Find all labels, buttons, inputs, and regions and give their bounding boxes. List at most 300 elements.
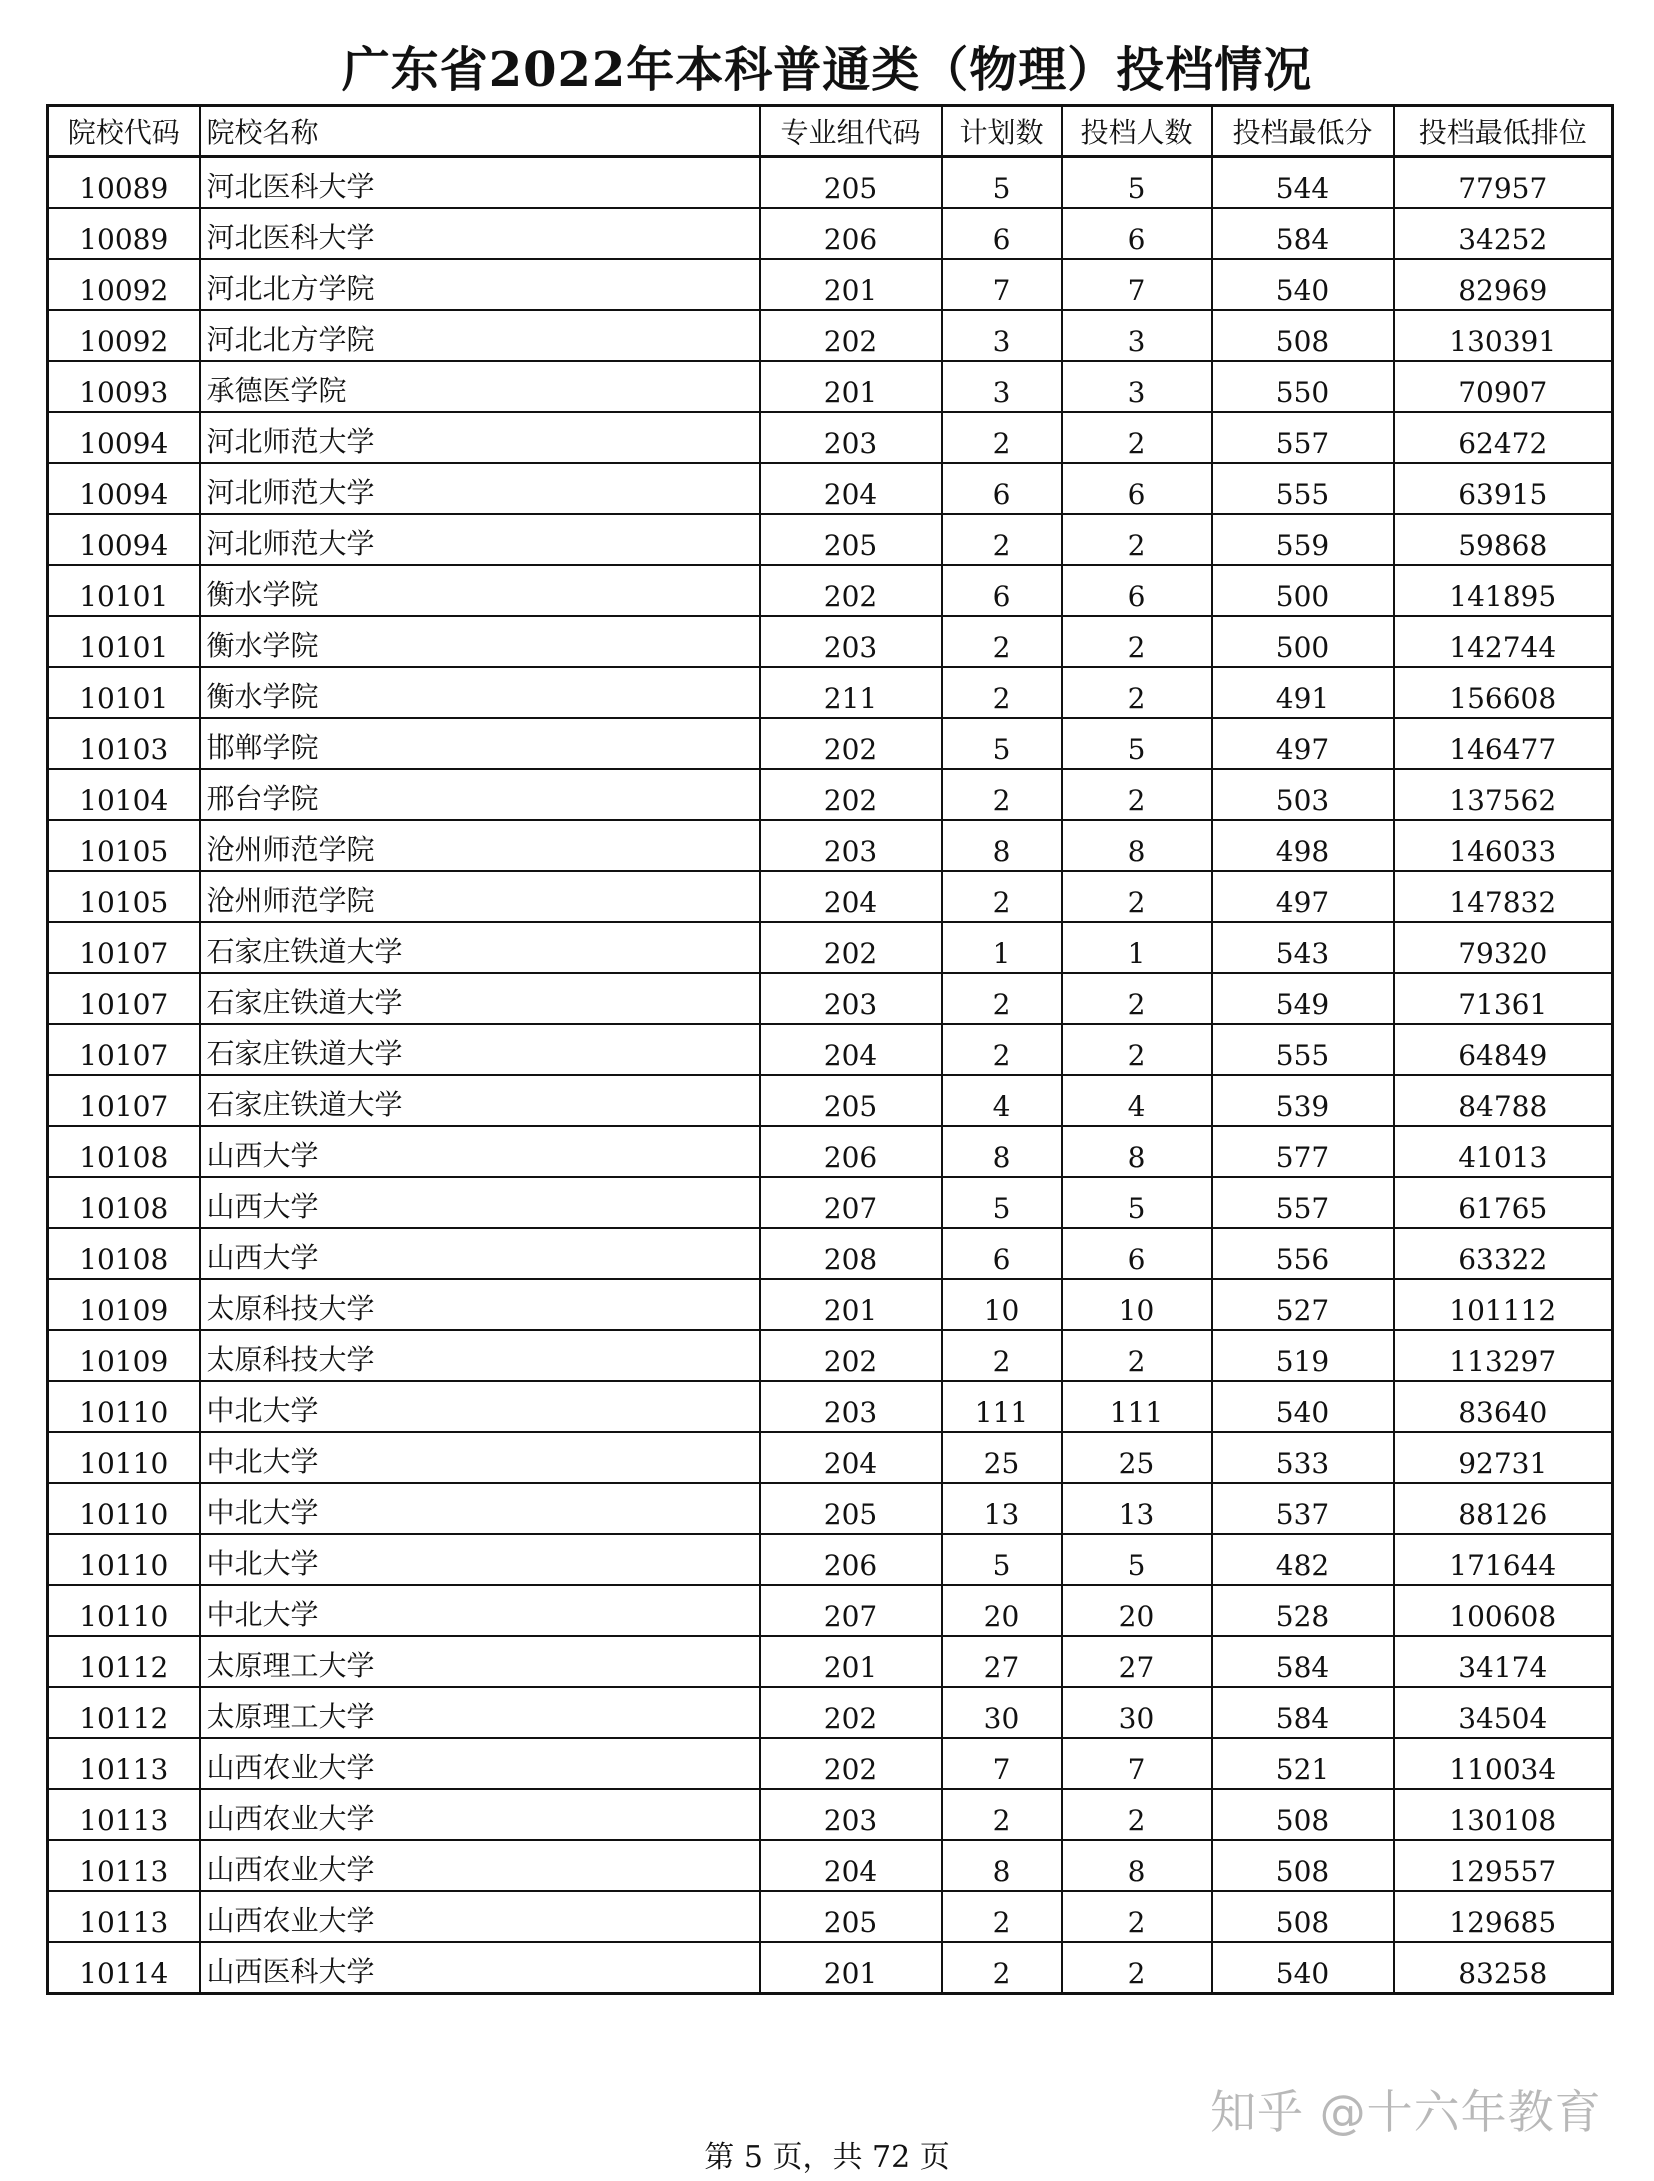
table-row <box>48 1636 1613 1687</box>
school-code-cell: 10103 <box>48 718 200 769</box>
admitted-count-cell: 2 <box>1062 1942 1212 1994</box>
group-code-cell: 205 <box>760 1891 942 1942</box>
min-score-cell: 544 <box>1212 157 1394 209</box>
min-rank-cell: 146477 <box>1394 718 1613 769</box>
watermark: 知乎 @十六年教育 <box>1210 2085 1602 2139</box>
school-code-cell: 10101 <box>48 616 200 667</box>
min-score-cell: 508 <box>1212 1789 1394 1840</box>
group-code-cell: 206 <box>760 1126 942 1177</box>
plan-count-cell: 3 <box>942 361 1062 412</box>
admitted-count-cell: 25 <box>1062 1432 1212 1483</box>
min-score-cell: 555 <box>1212 463 1394 514</box>
admission-table <box>46 104 1614 1995</box>
min-rank-cell: 70907 <box>1394 361 1613 412</box>
table-row <box>48 1942 1613 1994</box>
school-code-cell: 10112 <box>48 1636 200 1687</box>
min-rank-cell: 71361 <box>1394 973 1613 1024</box>
min-rank-cell: 61765 <box>1394 1177 1613 1228</box>
min-rank-cell: 92731 <box>1394 1432 1613 1483</box>
min-rank-cell: 83258 <box>1394 1942 1613 1994</box>
min-score-cell: 555 <box>1212 1024 1394 1075</box>
plan-count-cell: 6 <box>942 208 1062 259</box>
plan-count-cell: 3 <box>942 310 1062 361</box>
plan-count-cell: 6 <box>942 565 1062 616</box>
table-row <box>48 1432 1613 1483</box>
school-name-cell: 中北大学 <box>200 1381 760 1432</box>
school-name-cell: 中北大学 <box>200 1585 760 1636</box>
table-row <box>48 1891 1613 1942</box>
admitted-count-cell: 2 <box>1062 667 1212 718</box>
plan-count-cell: 1 <box>942 922 1062 973</box>
admitted-count-cell: 2 <box>1062 1891 1212 1942</box>
table-row <box>48 1279 1613 1330</box>
school-code-cell: 10094 <box>48 463 200 514</box>
min-rank-cell: 110034 <box>1394 1738 1613 1789</box>
header-min-rank: 投档最低排位 <box>1394 106 1613 157</box>
plan-count-cell: 2 <box>942 1891 1062 1942</box>
admitted-count-cell: 2 <box>1062 514 1212 565</box>
plan-count-cell: 7 <box>942 1738 1062 1789</box>
table-row <box>48 259 1613 310</box>
min-rank-cell: 88126 <box>1394 1483 1613 1534</box>
min-rank-cell: 142744 <box>1394 616 1613 667</box>
admitted-count-cell: 5 <box>1062 1177 1212 1228</box>
group-code-cell: 202 <box>760 769 942 820</box>
header-school-name: 院校名称 <box>200 106 760 157</box>
table-row <box>48 361 1613 412</box>
plan-count-cell: 6 <box>942 1228 1062 1279</box>
school-code-cell: 10094 <box>48 514 200 565</box>
table-row <box>48 1330 1613 1381</box>
min-score-cell: 584 <box>1212 208 1394 259</box>
plan-count-cell: 6 <box>942 463 1062 514</box>
group-code-cell: 201 <box>760 259 942 310</box>
table-row <box>48 1534 1613 1585</box>
admitted-count-cell: 8 <box>1062 1840 1212 1891</box>
admitted-count-cell: 2 <box>1062 1330 1212 1381</box>
school-name-cell: 石家庄铁道大学 <box>200 1024 760 1075</box>
plan-count-cell: 8 <box>942 820 1062 871</box>
min-rank-cell: 63322 <box>1394 1228 1613 1279</box>
min-score-cell: 497 <box>1212 718 1394 769</box>
school-name-cell: 衡水学院 <box>200 616 760 667</box>
table-row <box>48 565 1613 616</box>
min-score-cell: 528 <box>1212 1585 1394 1636</box>
school-code-cell: 10089 <box>48 157 200 209</box>
group-code-cell: 204 <box>760 1840 942 1891</box>
group-code-cell: 206 <box>760 208 942 259</box>
table-row <box>48 922 1613 973</box>
admitted-count-cell: 2 <box>1062 616 1212 667</box>
min-rank-cell: 100608 <box>1394 1585 1613 1636</box>
admitted-count-cell: 5 <box>1062 718 1212 769</box>
admitted-count-cell: 13 <box>1062 1483 1212 1534</box>
min-rank-cell: 130391 <box>1394 310 1613 361</box>
school-name-cell: 河北北方学院 <box>200 310 760 361</box>
plan-count-cell: 5 <box>942 157 1062 209</box>
group-code-cell: 211 <box>760 667 942 718</box>
min-score-cell: 497 <box>1212 871 1394 922</box>
school-name-cell: 中北大学 <box>200 1534 760 1585</box>
min-score-cell: 557 <box>1212 412 1394 463</box>
admitted-count-cell: 30 <box>1062 1687 1212 1738</box>
plan-count-cell: 2 <box>942 412 1062 463</box>
table-row <box>48 1687 1613 1738</box>
school-name-cell: 河北北方学院 <box>200 259 760 310</box>
school-code-cell: 10114 <box>48 1942 200 1994</box>
min-score-cell: 508 <box>1212 310 1394 361</box>
school-name-cell: 山西农业大学 <box>200 1840 760 1891</box>
group-code-cell: 205 <box>760 1483 942 1534</box>
table-row <box>48 1126 1613 1177</box>
page-title: 广东省2022年本科普通类（物理）投档情况 <box>341 42 1313 98</box>
school-code-cell: 10093 <box>48 361 200 412</box>
admitted-count-cell: 1 <box>1062 922 1212 973</box>
table-row <box>48 1789 1613 1840</box>
school-name-cell: 山西大学 <box>200 1177 760 1228</box>
school-code-cell: 10110 <box>48 1381 200 1432</box>
plan-count-cell: 2 <box>942 667 1062 718</box>
admitted-count-cell: 27 <box>1062 1636 1212 1687</box>
admitted-count-cell: 111 <box>1062 1381 1212 1432</box>
table-row <box>48 1228 1613 1279</box>
header-min-score: 投档最低分 <box>1212 106 1394 157</box>
school-name-cell: 河北医科大学 <box>200 157 760 209</box>
min-score-cell: 540 <box>1212 1942 1394 1994</box>
admitted-count-cell: 7 <box>1062 1738 1212 1789</box>
plan-count-cell: 20 <box>942 1585 1062 1636</box>
admitted-count-cell: 5 <box>1062 1534 1212 1585</box>
table-row <box>48 310 1613 361</box>
school-code-cell: 10110 <box>48 1534 200 1585</box>
plan-count-cell: 2 <box>942 1330 1062 1381</box>
admitted-count-cell: 2 <box>1062 973 1212 1024</box>
school-code-cell: 10092 <box>48 259 200 310</box>
group-code-cell: 201 <box>760 1942 942 1994</box>
min-score-cell: 482 <box>1212 1534 1394 1585</box>
school-code-cell: 10113 <box>48 1789 200 1840</box>
group-code-cell: 207 <box>760 1585 942 1636</box>
min-score-cell: 540 <box>1212 1381 1394 1432</box>
admitted-count-cell: 2 <box>1062 871 1212 922</box>
plan-count-cell: 30 <box>942 1687 1062 1738</box>
min-score-cell: 527 <box>1212 1279 1394 1330</box>
group-code-cell: 204 <box>760 871 942 922</box>
school-code-cell: 10105 <box>48 871 200 922</box>
school-code-cell: 10110 <box>48 1432 200 1483</box>
min-rank-cell: 59868 <box>1394 514 1613 565</box>
school-name-cell: 承德医学院 <box>200 361 760 412</box>
table-row <box>48 157 1613 209</box>
school-name-cell: 河北师范大学 <box>200 514 760 565</box>
plan-count-cell: 7 <box>942 259 1062 310</box>
table-row <box>48 1177 1613 1228</box>
table-row <box>48 463 1613 514</box>
school-code-cell: 10094 <box>48 412 200 463</box>
school-code-cell: 10104 <box>48 769 200 820</box>
admitted-count-cell: 6 <box>1062 463 1212 514</box>
min-score-cell: 508 <box>1212 1891 1394 1942</box>
school-name-cell: 太原科技大学 <box>200 1330 760 1381</box>
plan-count-cell: 111 <box>942 1381 1062 1432</box>
plan-count-cell: 2 <box>942 871 1062 922</box>
page-footer: 第 5 页，共 72 页 <box>704 2140 950 2175</box>
school-name-cell: 山西医科大学 <box>200 1942 760 1994</box>
min-rank-cell: 129685 <box>1394 1891 1613 1942</box>
min-score-cell: 557 <box>1212 1177 1394 1228</box>
school-code-cell: 10109 <box>48 1330 200 1381</box>
admitted-count-cell: 2 <box>1062 1789 1212 1840</box>
school-code-cell: 10113 <box>48 1738 200 1789</box>
school-name-cell: 中北大学 <box>200 1483 760 1534</box>
admitted-count-cell: 7 <box>1062 259 1212 310</box>
plan-count-cell: 8 <box>942 1840 1062 1891</box>
min-score-cell: 521 <box>1212 1738 1394 1789</box>
plan-count-cell: 2 <box>942 616 1062 667</box>
school-code-cell: 10113 <box>48 1891 200 1942</box>
school-code-cell: 10109 <box>48 1279 200 1330</box>
group-code-cell: 202 <box>760 1687 942 1738</box>
school-code-cell: 10112 <box>48 1687 200 1738</box>
school-name-cell: 石家庄铁道大学 <box>200 1075 760 1126</box>
school-name-cell: 山西大学 <box>200 1228 760 1279</box>
min-rank-cell: 82969 <box>1394 259 1613 310</box>
table-row <box>48 1024 1613 1075</box>
admitted-count-cell: 10 <box>1062 1279 1212 1330</box>
admitted-count-cell: 8 <box>1062 820 1212 871</box>
admitted-count-cell: 6 <box>1062 565 1212 616</box>
school-name-cell: 邯郸学院 <box>200 718 760 769</box>
school-code-cell: 10101 <box>48 667 200 718</box>
school-code-cell: 10101 <box>48 565 200 616</box>
table-row <box>48 514 1613 565</box>
school-code-cell: 10105 <box>48 820 200 871</box>
group-code-cell: 205 <box>760 1075 942 1126</box>
min-score-cell: 500 <box>1212 616 1394 667</box>
group-code-cell: 206 <box>760 1534 942 1585</box>
group-code-cell: 202 <box>760 310 942 361</box>
table-row <box>48 616 1613 667</box>
group-code-cell: 203 <box>760 820 942 871</box>
school-code-cell: 10107 <box>48 922 200 973</box>
school-code-cell: 10113 <box>48 1840 200 1891</box>
admitted-count-cell: 6 <box>1062 1228 1212 1279</box>
school-name-cell: 衡水学院 <box>200 667 760 718</box>
min-score-cell: 584 <box>1212 1687 1394 1738</box>
min-score-cell: 556 <box>1212 1228 1394 1279</box>
plan-count-cell: 2 <box>942 1789 1062 1840</box>
admitted-count-cell: 6 <box>1062 208 1212 259</box>
school-name-cell: 衡水学院 <box>200 565 760 616</box>
min-rank-cell: 137562 <box>1394 769 1613 820</box>
table-row <box>48 208 1613 259</box>
group-code-cell: 203 <box>760 616 942 667</box>
admitted-count-cell: 2 <box>1062 769 1212 820</box>
plan-count-cell: 13 <box>942 1483 1062 1534</box>
table-row <box>48 973 1613 1024</box>
school-name-cell: 山西农业大学 <box>200 1738 760 1789</box>
min-rank-cell: 101112 <box>1394 1279 1613 1330</box>
school-name-cell: 河北师范大学 <box>200 412 760 463</box>
group-code-cell: 204 <box>760 1432 942 1483</box>
admitted-count-cell: 3 <box>1062 361 1212 412</box>
plan-count-cell: 10 <box>942 1279 1062 1330</box>
group-code-cell: 203 <box>760 973 942 1024</box>
school-name-cell: 沧州师范学院 <box>200 820 760 871</box>
min-rank-cell: 41013 <box>1394 1126 1613 1177</box>
table-row <box>48 1381 1613 1432</box>
group-code-cell: 203 <box>760 1789 942 1840</box>
admitted-count-cell: 5 <box>1062 157 1212 209</box>
school-name-cell: 太原科技大学 <box>200 1279 760 1330</box>
group-code-cell: 204 <box>760 463 942 514</box>
table-body <box>48 157 1613 1994</box>
min-rank-cell: 77957 <box>1394 157 1613 209</box>
school-name-cell: 石家庄铁道大学 <box>200 973 760 1024</box>
table-row <box>48 718 1613 769</box>
school-name-cell: 山西农业大学 <box>200 1789 760 1840</box>
table-row <box>48 871 1613 922</box>
school-code-cell: 10108 <box>48 1177 200 1228</box>
group-code-cell: 202 <box>760 922 942 973</box>
school-name-cell: 山西大学 <box>200 1126 760 1177</box>
min-score-cell: 550 <box>1212 361 1394 412</box>
min-score-cell: 577 <box>1212 1126 1394 1177</box>
admitted-count-cell: 2 <box>1062 1024 1212 1075</box>
admitted-count-cell: 2 <box>1062 412 1212 463</box>
group-code-cell: 201 <box>760 1279 942 1330</box>
school-code-cell: 10089 <box>48 208 200 259</box>
min-rank-cell: 84788 <box>1394 1075 1613 1126</box>
plan-count-cell: 8 <box>942 1126 1062 1177</box>
min-score-cell: 533 <box>1212 1432 1394 1483</box>
plan-count-cell: 2 <box>942 769 1062 820</box>
min-rank-cell: 64849 <box>1394 1024 1613 1075</box>
plan-count-cell: 27 <box>942 1636 1062 1687</box>
min-rank-cell: 129557 <box>1394 1840 1613 1891</box>
school-code-cell: 10107 <box>48 973 200 1024</box>
table-row <box>48 1585 1613 1636</box>
group-code-cell: 202 <box>760 565 942 616</box>
min-score-cell: 508 <box>1212 1840 1394 1891</box>
group-code-cell: 204 <box>760 1024 942 1075</box>
school-name-cell: 邢台学院 <box>200 769 760 820</box>
min-rank-cell: 113297 <box>1394 1330 1613 1381</box>
header-plan-count: 计划数 <box>942 106 1062 157</box>
min-rank-cell: 34252 <box>1394 208 1613 259</box>
table-row <box>48 820 1613 871</box>
min-rank-cell: 130108 <box>1394 1789 1613 1840</box>
min-score-cell: 543 <box>1212 922 1394 973</box>
group-code-cell: 205 <box>760 157 942 209</box>
min-score-cell: 519 <box>1212 1330 1394 1381</box>
min-score-cell: 498 <box>1212 820 1394 871</box>
table-row <box>48 769 1613 820</box>
group-code-cell: 201 <box>760 361 942 412</box>
school-code-cell: 10092 <box>48 310 200 361</box>
plan-count-cell: 2 <box>942 973 1062 1024</box>
table-row <box>48 1075 1613 1126</box>
group-code-cell: 202 <box>760 718 942 769</box>
group-code-cell: 203 <box>760 412 942 463</box>
min-rank-cell: 79320 <box>1394 922 1613 973</box>
group-code-cell: 208 <box>760 1228 942 1279</box>
table-row <box>48 1483 1613 1534</box>
table-row <box>48 1738 1613 1789</box>
min-score-cell: 500 <box>1212 565 1394 616</box>
min-score-cell: 537 <box>1212 1483 1394 1534</box>
plan-count-cell: 2 <box>942 1024 1062 1075</box>
header-school-code: 院校代码 <box>48 106 200 157</box>
plan-count-cell: 2 <box>942 514 1062 565</box>
table-row <box>48 1840 1613 1891</box>
admitted-count-cell: 3 <box>1062 310 1212 361</box>
min-score-cell: 491 <box>1212 667 1394 718</box>
school-name-cell: 太原理工大学 <box>200 1687 760 1738</box>
min-rank-cell: 62472 <box>1394 412 1613 463</box>
admitted-count-cell: 4 <box>1062 1075 1212 1126</box>
plan-count-cell: 25 <box>942 1432 1062 1483</box>
school-code-cell: 10107 <box>48 1024 200 1075</box>
min-score-cell: 549 <box>1212 973 1394 1024</box>
school-name-cell: 石家庄铁道大学 <box>200 922 760 973</box>
school-code-cell: 10110 <box>48 1585 200 1636</box>
group-code-cell: 201 <box>760 1636 942 1687</box>
min-rank-cell: 147832 <box>1394 871 1613 922</box>
school-name-cell: 中北大学 <box>200 1432 760 1483</box>
table-row <box>48 667 1613 718</box>
min-score-cell: 539 <box>1212 1075 1394 1126</box>
plan-count-cell: 5 <box>942 1177 1062 1228</box>
school-code-cell: 10108 <box>48 1228 200 1279</box>
min-score-cell: 503 <box>1212 769 1394 820</box>
min-rank-cell: 34504 <box>1394 1687 1613 1738</box>
school-name-cell: 河北师范大学 <box>200 463 760 514</box>
school-name-cell: 太原理工大学 <box>200 1636 760 1687</box>
table-header-row <box>48 106 1613 157</box>
school-code-cell: 10110 <box>48 1483 200 1534</box>
plan-count-cell: 5 <box>942 718 1062 769</box>
min-rank-cell: 141895 <box>1394 565 1613 616</box>
group-code-cell: 205 <box>760 514 942 565</box>
school-name-cell: 河北医科大学 <box>200 208 760 259</box>
school-code-cell: 10108 <box>48 1126 200 1177</box>
plan-count-cell: 4 <box>942 1075 1062 1126</box>
school-name-cell: 沧州师范学院 <box>200 871 760 922</box>
header-group-code: 专业组代码 <box>760 106 942 157</box>
table-row <box>48 412 1613 463</box>
group-code-cell: 202 <box>760 1330 942 1381</box>
min-score-cell: 584 <box>1212 1636 1394 1687</box>
school-code-cell: 10107 <box>48 1075 200 1126</box>
min-score-cell: 540 <box>1212 259 1394 310</box>
admitted-count-cell: 20 <box>1062 1585 1212 1636</box>
admitted-count-cell: 8 <box>1062 1126 1212 1177</box>
min-rank-cell: 171644 <box>1394 1534 1613 1585</box>
min-rank-cell: 63915 <box>1394 463 1613 514</box>
group-code-cell: 202 <box>760 1738 942 1789</box>
plan-count-cell: 2 <box>942 1942 1062 1994</box>
group-code-cell: 207 <box>760 1177 942 1228</box>
min-rank-cell: 156608 <box>1394 667 1613 718</box>
min-rank-cell: 146033 <box>1394 820 1613 871</box>
min-rank-cell: 83640 <box>1394 1381 1613 1432</box>
min-rank-cell: 34174 <box>1394 1636 1613 1687</box>
plan-count-cell: 5 <box>942 1534 1062 1585</box>
group-code-cell: 203 <box>760 1381 942 1432</box>
min-score-cell: 559 <box>1212 514 1394 565</box>
header-admitted-count: 投档人数 <box>1062 106 1212 157</box>
